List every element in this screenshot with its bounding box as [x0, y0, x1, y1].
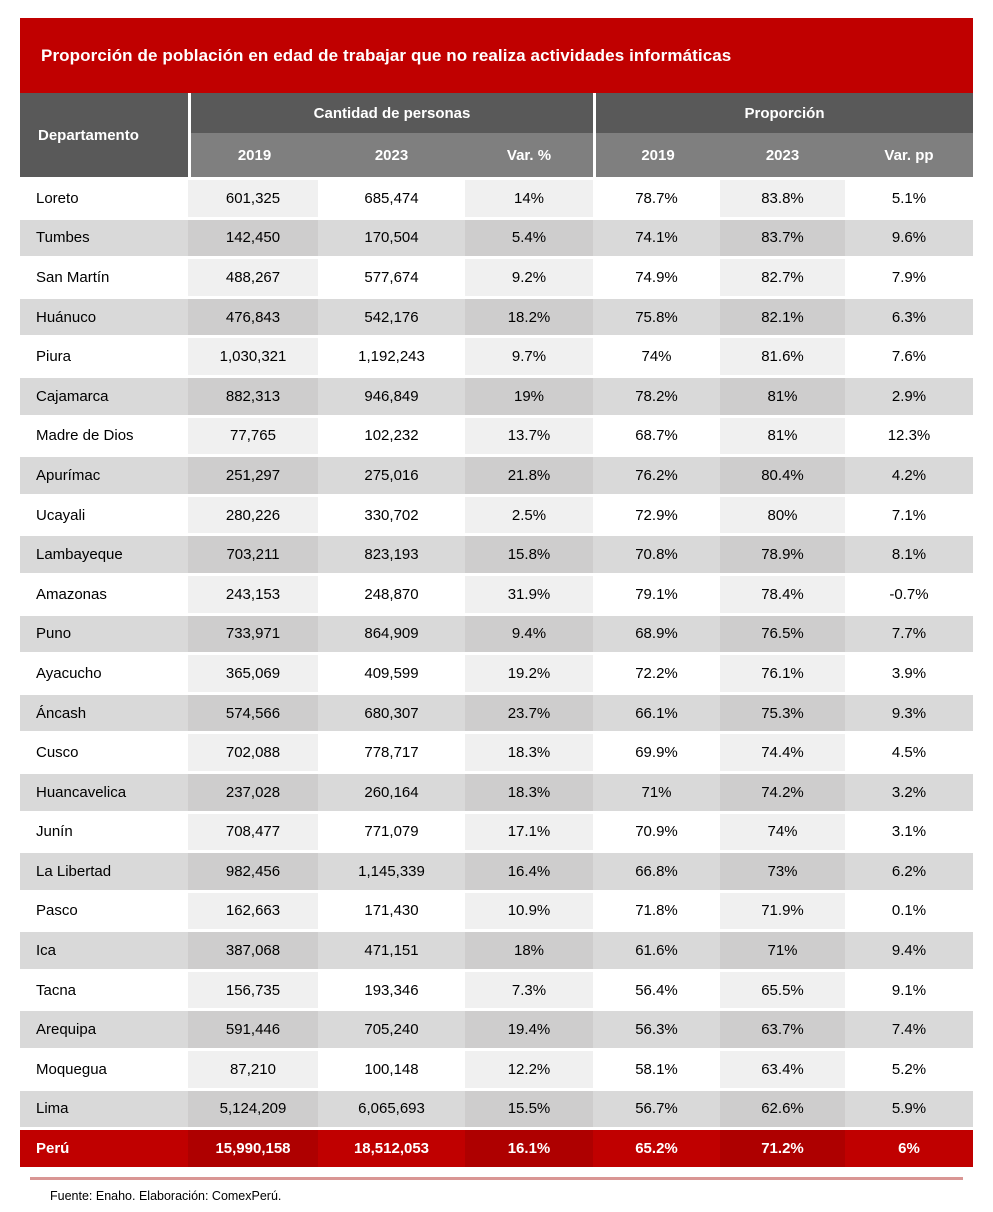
value-cell: 591,446: [188, 1011, 318, 1048]
value-cell: 19.4%: [465, 1011, 593, 1048]
table-row: [20, 695, 973, 732]
table-row: [20, 180, 973, 217]
value-cell: 18,512,053: [318, 1130, 465, 1167]
value-cell: 16.1%: [465, 1130, 593, 1167]
table-row: [20, 734, 973, 771]
value-cell: 74%: [593, 338, 720, 375]
table-row: [20, 616, 973, 653]
value-cell: 864,909: [318, 616, 465, 653]
value-cell: 80.4%: [720, 457, 845, 494]
value-cell: 17.1%: [465, 814, 593, 851]
source-note: Fuente: Enaho. Elaboración: ComexPerú.: [50, 1188, 282, 1203]
value-cell: 6.2%: [845, 853, 973, 890]
value-cell: 81.6%: [720, 338, 845, 375]
value-cell: 83.8%: [720, 180, 845, 217]
value-cell: 15,990,158: [188, 1130, 318, 1167]
department-cell: Junín: [20, 814, 188, 851]
value-cell: 76.2%: [593, 457, 720, 494]
total-row: [20, 1130, 973, 1167]
group-header-proporcion: Proporción: [593, 93, 973, 133]
value-cell: 5,124,209: [188, 1091, 318, 1128]
value-cell: 15.8%: [465, 536, 593, 573]
department-cell: Pasco: [20, 893, 188, 930]
value-cell: 708,477: [188, 814, 318, 851]
value-cell: 251,297: [188, 457, 318, 494]
value-cell: 5.1%: [845, 180, 973, 217]
value-cell: 5.2%: [845, 1051, 973, 1088]
value-cell: 6,065,693: [318, 1091, 465, 1128]
value-cell: 68.9%: [593, 616, 720, 653]
value-cell: 66.1%: [593, 695, 720, 732]
value-cell: 8.1%: [845, 536, 973, 573]
department-cell: Perú: [20, 1130, 188, 1167]
value-cell: 471,151: [318, 932, 465, 969]
value-cell: 15.5%: [465, 1091, 593, 1128]
value-cell: 542,176: [318, 299, 465, 336]
value-cell: 81%: [720, 418, 845, 455]
value-cell: 71%: [720, 932, 845, 969]
value-cell: 0.1%: [845, 893, 973, 930]
value-cell: 77,765: [188, 418, 318, 455]
value-cell: 80%: [720, 497, 845, 534]
department-cell: Lima: [20, 1091, 188, 1128]
value-cell: 78.9%: [720, 536, 845, 573]
value-cell: 71%: [593, 774, 720, 811]
value-cell: 18.3%: [465, 774, 593, 811]
value-cell: 9.3%: [845, 695, 973, 732]
value-cell: 76.5%: [720, 616, 845, 653]
value-cell: 680,307: [318, 695, 465, 732]
department-cell: Loreto: [20, 180, 188, 217]
table-row: [20, 378, 973, 415]
column-header-departamento: Departamento: [20, 93, 188, 177]
department-cell: Tacna: [20, 972, 188, 1009]
value-cell: 3.1%: [845, 814, 973, 851]
value-cell: 702,088: [188, 734, 318, 771]
value-cell: 3.2%: [845, 774, 973, 811]
value-cell: 275,016: [318, 457, 465, 494]
value-cell: 6%: [845, 1130, 973, 1167]
value-cell: 4.2%: [845, 457, 973, 494]
value-cell: 79.1%: [593, 576, 720, 613]
value-cell: 365,069: [188, 655, 318, 692]
value-cell: 75.3%: [720, 695, 845, 732]
value-cell: 685,474: [318, 180, 465, 217]
value-cell: 62.6%: [720, 1091, 845, 1128]
table-header: [20, 93, 973, 177]
department-cell: Lambayeque: [20, 536, 188, 573]
value-cell: 409,599: [318, 655, 465, 692]
value-cell: 7.7%: [845, 616, 973, 653]
table-body: [20, 180, 973, 1167]
table-row: [20, 1011, 973, 1048]
value-cell: 72.2%: [593, 655, 720, 692]
department-cell: Puno: [20, 616, 188, 653]
value-cell: 31.9%: [465, 576, 593, 613]
value-cell: 16.4%: [465, 853, 593, 890]
value-cell: 7.6%: [845, 338, 973, 375]
value-cell: 68.7%: [593, 418, 720, 455]
value-cell: 330,702: [318, 497, 465, 534]
value-cell: 65.2%: [593, 1130, 720, 1167]
value-cell: 733,971: [188, 616, 318, 653]
value-cell: 56.4%: [593, 972, 720, 1009]
value-cell: 601,325: [188, 180, 318, 217]
department-cell: Amazonas: [20, 576, 188, 613]
value-cell: 19%: [465, 378, 593, 415]
value-cell: 162,663: [188, 893, 318, 930]
table-row: [20, 655, 973, 692]
value-cell: 170,504: [318, 220, 465, 257]
value-cell: 74.1%: [593, 220, 720, 257]
department-cell: Moquegua: [20, 1051, 188, 1088]
value-cell: 82.7%: [720, 259, 845, 296]
value-cell: 10.9%: [465, 893, 593, 930]
value-cell: 823,193: [318, 536, 465, 573]
value-cell: 142,450: [188, 220, 318, 257]
column-header-cantidad-2019: 2019: [188, 133, 318, 177]
table-row: [20, 893, 973, 930]
value-cell: 171,430: [318, 893, 465, 930]
table-row: [20, 220, 973, 257]
value-cell: 66.8%: [593, 853, 720, 890]
title-banner: [20, 18, 973, 93]
department-cell: Piura: [20, 338, 188, 375]
department-cell: Ica: [20, 932, 188, 969]
value-cell: 21.8%: [465, 457, 593, 494]
value-cell: 58.1%: [593, 1051, 720, 1088]
table-row: [20, 814, 973, 851]
column-header-proporcion-2019: 2019: [593, 133, 720, 177]
value-cell: 1,030,321: [188, 338, 318, 375]
department-cell: Apurímac: [20, 457, 188, 494]
value-cell: 78.7%: [593, 180, 720, 217]
value-cell: 946,849: [318, 378, 465, 415]
value-cell: 5.4%: [465, 220, 593, 257]
value-cell: 1,145,339: [318, 853, 465, 890]
value-cell: 70.9%: [593, 814, 720, 851]
value-cell: 5.9%: [845, 1091, 973, 1128]
value-cell: 7.4%: [845, 1011, 973, 1048]
value-cell: 78.4%: [720, 576, 845, 613]
value-cell: 74.2%: [720, 774, 845, 811]
value-cell: -0.7%: [845, 576, 973, 613]
value-cell: 74.9%: [593, 259, 720, 296]
value-cell: 70.8%: [593, 536, 720, 573]
value-cell: 63.4%: [720, 1051, 845, 1088]
value-cell: 71.2%: [720, 1130, 845, 1167]
column-header-proporcion-2023: 2023: [720, 133, 845, 177]
value-cell: 280,226: [188, 497, 318, 534]
value-cell: 102,232: [318, 418, 465, 455]
value-cell: 83.7%: [720, 220, 845, 257]
value-cell: 577,674: [318, 259, 465, 296]
department-cell: Cusco: [20, 734, 188, 771]
value-cell: 9.2%: [465, 259, 593, 296]
value-cell: 705,240: [318, 1011, 465, 1048]
value-cell: 778,717: [318, 734, 465, 771]
value-cell: 7.9%: [845, 259, 973, 296]
value-cell: 18%: [465, 932, 593, 969]
table-row: [20, 338, 973, 375]
value-cell: 260,164: [318, 774, 465, 811]
department-cell: Huancavelica: [20, 774, 188, 811]
value-cell: 488,267: [188, 259, 318, 296]
department-cell: Ayacucho: [20, 655, 188, 692]
value-cell: 18.2%: [465, 299, 593, 336]
table-row: [20, 576, 973, 613]
value-cell: 6.3%: [845, 299, 973, 336]
value-cell: 193,346: [318, 972, 465, 1009]
table-row: [20, 972, 973, 1009]
value-cell: 237,028: [188, 774, 318, 811]
value-cell: 63.7%: [720, 1011, 845, 1048]
page-title: Proporción de población en edad de trabajar que no realiza actividades informáticas: [41, 45, 732, 65]
value-cell: 76.1%: [720, 655, 845, 692]
value-cell: 69.9%: [593, 734, 720, 771]
value-cell: 476,843: [188, 299, 318, 336]
value-cell: 23.7%: [465, 695, 593, 732]
table-row: [20, 457, 973, 494]
table-row: [20, 536, 973, 573]
value-cell: 87,210: [188, 1051, 318, 1088]
value-cell: 156,735: [188, 972, 318, 1009]
value-cell: 56.7%: [593, 1091, 720, 1128]
column-header-cantidad-2023: 2023: [318, 133, 465, 177]
value-cell: 72.9%: [593, 497, 720, 534]
value-cell: 12.3%: [845, 418, 973, 455]
table-row: [20, 1051, 973, 1088]
department-cell: Madre de Dios: [20, 418, 188, 455]
value-cell: 56.3%: [593, 1011, 720, 1048]
value-cell: 9.1%: [845, 972, 973, 1009]
department-cell: La Libertad: [20, 853, 188, 890]
value-cell: 2.5%: [465, 497, 593, 534]
value-cell: 78.2%: [593, 378, 720, 415]
value-cell: 387,068: [188, 932, 318, 969]
column-header-var-pp: Var. pp: [845, 133, 973, 177]
value-cell: 65.5%: [720, 972, 845, 1009]
value-cell: 71.9%: [720, 893, 845, 930]
value-cell: 71.8%: [593, 893, 720, 930]
value-cell: 61.6%: [593, 932, 720, 969]
value-cell: 3.9%: [845, 655, 973, 692]
value-cell: 73%: [720, 853, 845, 890]
value-cell: 9.6%: [845, 220, 973, 257]
value-cell: 14%: [465, 180, 593, 217]
department-cell: Huánuco: [20, 299, 188, 336]
value-cell: 82.1%: [720, 299, 845, 336]
table-row: [20, 853, 973, 890]
value-cell: 7.1%: [845, 497, 973, 534]
value-cell: 12.2%: [465, 1051, 593, 1088]
department-cell: Ucayali: [20, 497, 188, 534]
table-row: [20, 418, 973, 455]
value-cell: 9.4%: [465, 616, 593, 653]
value-cell: 81%: [720, 378, 845, 415]
value-cell: 248,870: [318, 576, 465, 613]
table-row: [20, 932, 973, 969]
table-row: [20, 299, 973, 336]
value-cell: 100,148: [318, 1051, 465, 1088]
value-cell: 9.4%: [845, 932, 973, 969]
value-cell: 7.3%: [465, 972, 593, 1009]
table-row: [20, 497, 973, 534]
value-cell: 9.7%: [465, 338, 593, 375]
value-cell: 771,079: [318, 814, 465, 851]
group-header-cantidad-de-personas: Cantidad de personas: [188, 93, 593, 133]
value-cell: 703,211: [188, 536, 318, 573]
value-cell: 74%: [720, 814, 845, 851]
value-cell: 4.5%: [845, 734, 973, 771]
value-cell: 19.2%: [465, 655, 593, 692]
department-cell: San Martín: [20, 259, 188, 296]
department-cell: Arequipa: [20, 1011, 188, 1048]
value-cell: 243,153: [188, 576, 318, 613]
department-cell: Tumbes: [20, 220, 188, 257]
value-cell: 18.3%: [465, 734, 593, 771]
department-cell: Áncash: [20, 695, 188, 732]
value-cell: 982,456: [188, 853, 318, 890]
column-header-var-pct: Var. %: [465, 133, 593, 177]
value-cell: 13.7%: [465, 418, 593, 455]
table-row: [20, 259, 973, 296]
value-cell: 574,566: [188, 695, 318, 732]
table-row: [20, 1091, 973, 1128]
department-cell: Cajamarca: [20, 378, 188, 415]
value-cell: 882,313: [188, 378, 318, 415]
value-cell: 75.8%: [593, 299, 720, 336]
value-cell: 1,192,243: [318, 338, 465, 375]
value-cell: 2.9%: [845, 378, 973, 415]
value-cell: 74.4%: [720, 734, 845, 771]
table-row: [20, 774, 973, 811]
